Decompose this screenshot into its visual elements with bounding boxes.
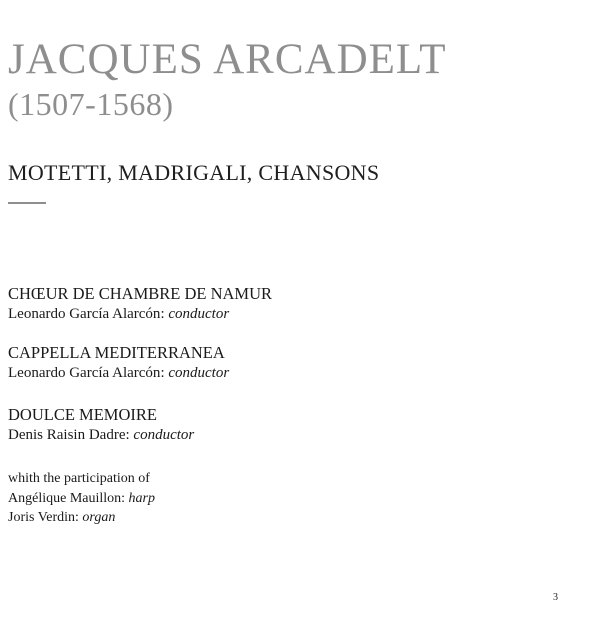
album-subtitle: MOTETTI, MADRIGALI, CHANSONS (8, 160, 380, 185)
conductor-role: conductor (168, 365, 230, 381)
ensemble-name: CHŒUR DE CHAMBRE DE NAMUR (8, 284, 273, 303)
separator: : (160, 365, 169, 381)
conductor-name: Leonardo García Alarcón (8, 365, 161, 381)
composer-name: JACQUES ARCADELT (8, 36, 447, 83)
ensemble-conductor (8, 363, 229, 383)
composer-dates: (1507-1568) (8, 86, 174, 122)
conductor-role: conductor (168, 306, 230, 322)
page-number: 3 (553, 592, 558, 603)
title-divider (8, 202, 46, 204)
performer-harp (8, 489, 155, 509)
ensemble-block-doulce (8, 405, 194, 445)
separator: : (121, 490, 129, 506)
separator: : (125, 427, 134, 443)
performer-role: harp (128, 490, 155, 506)
ensemble-name: CAPPELLA MEDITERRANEA (8, 343, 225, 362)
ensemble-name: DOULCE MEMOIRE (8, 405, 157, 424)
conductor-role: conductor (133, 427, 195, 443)
separator: : (75, 510, 83, 525)
ensemble-block-namur (8, 284, 272, 324)
conductor-name: Leonardo García Alarcón (8, 306, 161, 322)
separator: : (160, 306, 169, 322)
participation-intro: whith the participation of (8, 471, 150, 486)
performer-organ (8, 508, 155, 528)
performer-role: organ (82, 510, 116, 525)
participation-block (8, 469, 155, 528)
ensemble-block-cappella (8, 343, 229, 383)
performer-name: Angélique Mauillon (8, 490, 122, 506)
ensemble-conductor (8, 304, 272, 324)
conductor-name: Denis Raisin Dadre (8, 427, 126, 443)
performer-name: Joris Verdin (8, 510, 76, 525)
ensemble-conductor (8, 425, 194, 445)
